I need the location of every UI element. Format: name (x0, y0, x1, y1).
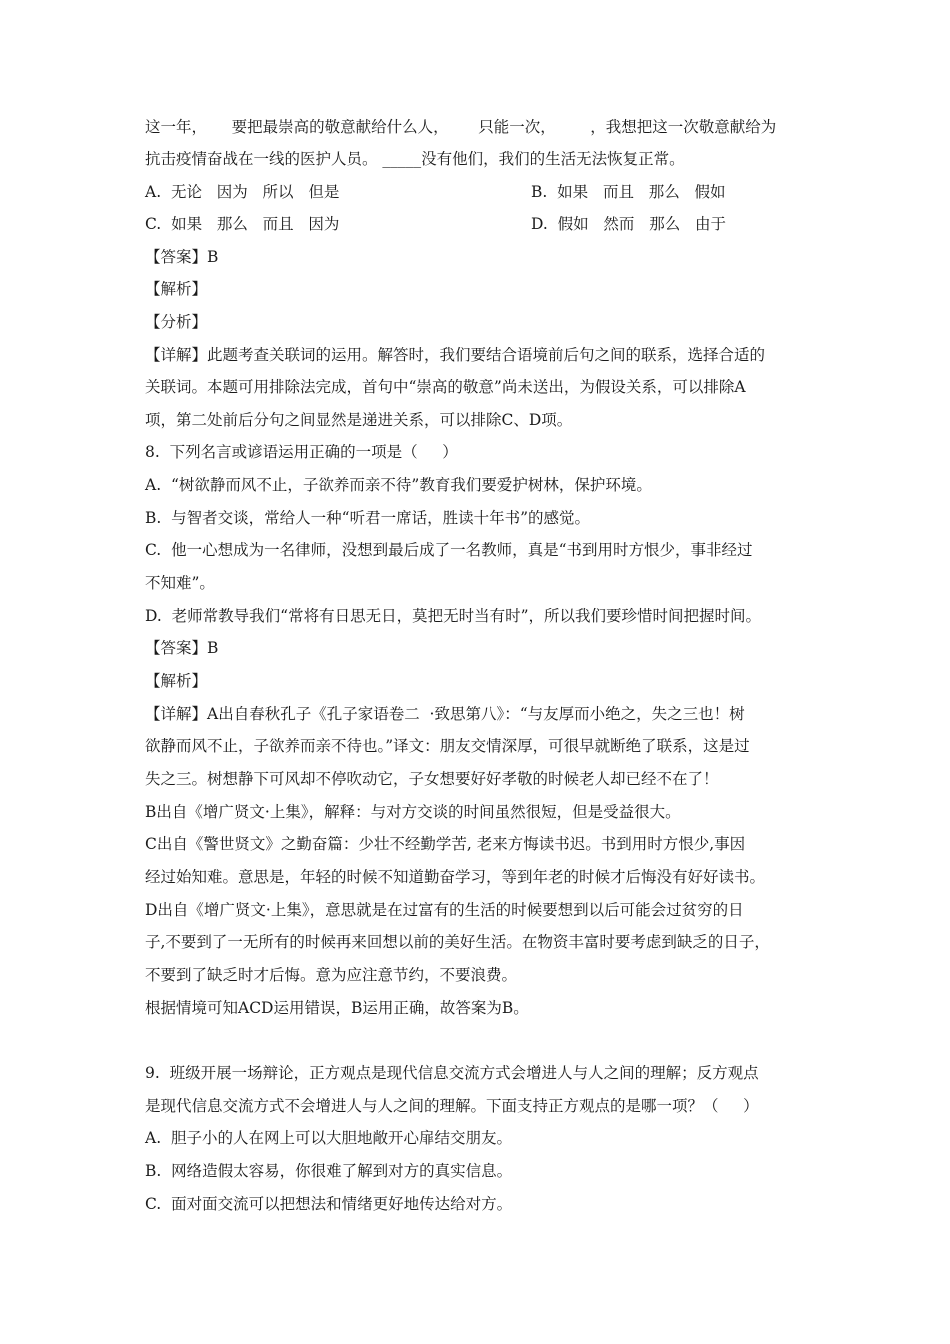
q8-option-a: A. “树欲静而风不止，子欲养而亲不待”教育我们要爱护树林，保护环境。 (145, 476, 652, 494)
q8-b-explanation: B出自《增广贤文·上集》，解释：与对方交谈的时间虽然很短，但是受益很大。 (145, 803, 681, 821)
q7-option-d: D. 假如 然而 那么 由于 (531, 215, 726, 233)
q9-option-c: C. 面对面交流可以把想法和情绪更好地传达给对方。 (145, 1195, 513, 1213)
q7-stem-line-1: 这一年， 要把最崇高的敬意献给什么人， 只能一次， ，我想把这一次敬意献给为 (145, 118, 777, 136)
q8-option-d: D. 老师常教导我们“常将有日思无日，莫把无时当有时”，所以我们要珍惜时间把握时间。 (145, 607, 762, 625)
q7-detail-line-2: 关联词。本题可用排除法完成，首句中“崇高的敬意”尚未送出，为假设关系，可以排除A (145, 378, 746, 396)
q8-answer: 【答案】B (145, 639, 219, 657)
q8-option-b: B. 与智者交谈，常给人一种“听君一席话，胜读十年书”的感觉。 (145, 509, 591, 527)
q7-option-a: A. 无论 因为 所以 但是 (145, 183, 340, 201)
q8-option-c-line-1: C. 他一心想成为一名律师，没想到最后成了一名教师，真是“书到用时方恨少，事非经过 (145, 541, 753, 559)
q8-analysis-label: 【解析】 (145, 672, 208, 690)
q8-detail-line-1: 【详解】A出自春秋孔子《孔子家语卷二 ·致思第八》：“与友厚而小绝之，失之三也！树 (145, 705, 745, 723)
q7-detail-line-3: 项，第二处前后分句之间显然是递进关系，可以排除C、D项。 (145, 411, 573, 429)
q8-stem: 8. 下列名言或谚语运用正确的一项是（ ） (145, 443, 458, 461)
q8-d-explanation-line-1: D出自《增广贤文·上集》，意思就是在过富有的生活的时候要想到以后可能会过贫穷的日 (145, 901, 744, 919)
q8-c-explanation-line-1: C出自《警世贤文》之勤奋篇：少壮不经勤学苦, 老来方悔读书迟。书到用时方恨少,事因 (145, 835, 746, 853)
q8-d-explanation-line-2: 子,不要到了一无所有的时候再来回想以前的美好生活。在物资丰富时要考虑到缺乏的日子， (145, 933, 770, 951)
q8-c-explanation-line-2: 经过始知难。意思是，年轻的时候不知道勤奋学习，等到年老的时候才后悔没有好好读书。 (145, 868, 766, 886)
q8-conclusion: 根据情境可知ACD运用错误，B运用正确，故答案为B。 (145, 999, 529, 1017)
q9-stem-line-1: 9. 班级开展一场辩论，正方观点是现代信息交流方式会增进人与人之间的理解；反方观点 (145, 1064, 759, 1082)
q9-option-a: A. 胆子小的人在网上可以大胆地敞开心扉结交朋友。 (145, 1129, 512, 1147)
q7-detail-line-1: 【详解】此题考查关联词的运用。解答时，我们要结合语境前后句之间的联系，选择合适的 (145, 346, 766, 364)
q8-d-explanation-line-3: 不要到了缺乏时才后悔。意为应注意节约，不要浪费。 (145, 966, 518, 984)
q9-stem-line-2: 是现代信息交流方式不会增进人与人之间的理解。下面支持正方观点的是哪一项？（ ） (145, 1097, 759, 1115)
q7-fenxi-label: 【分析】 (145, 313, 208, 331)
q7-option-c: C. 如果 那么 而且 因为 (145, 215, 340, 233)
q7-stem-line-2: 抗击疫情奋战在一线的医护人员。 _____没有他们，我们的生活无法恢复正常。 (145, 150, 685, 168)
q8-detail-line-3: 失之三。树想静下可风却不停吹动它，子女想要好好孝敬的时候老人却已经不在了！ (145, 770, 719, 788)
q8-detail-line-2: 欲静而风不止，子欲养而亲不待也。”译文：朋友交情深厚，可很早就断绝了联系，这是过 (145, 737, 750, 755)
q7-analysis-label: 【解析】 (145, 280, 208, 298)
q8-option-c-line-2: 不知难”。 (145, 574, 215, 592)
q7-option-b: B. 如果 而且 那么 假如 (531, 183, 726, 201)
q7-answer: 【答案】B (145, 248, 219, 266)
q9-option-b: B. 网络造假太容易，你很难了解到对方的真实信息。 (145, 1162, 513, 1180)
